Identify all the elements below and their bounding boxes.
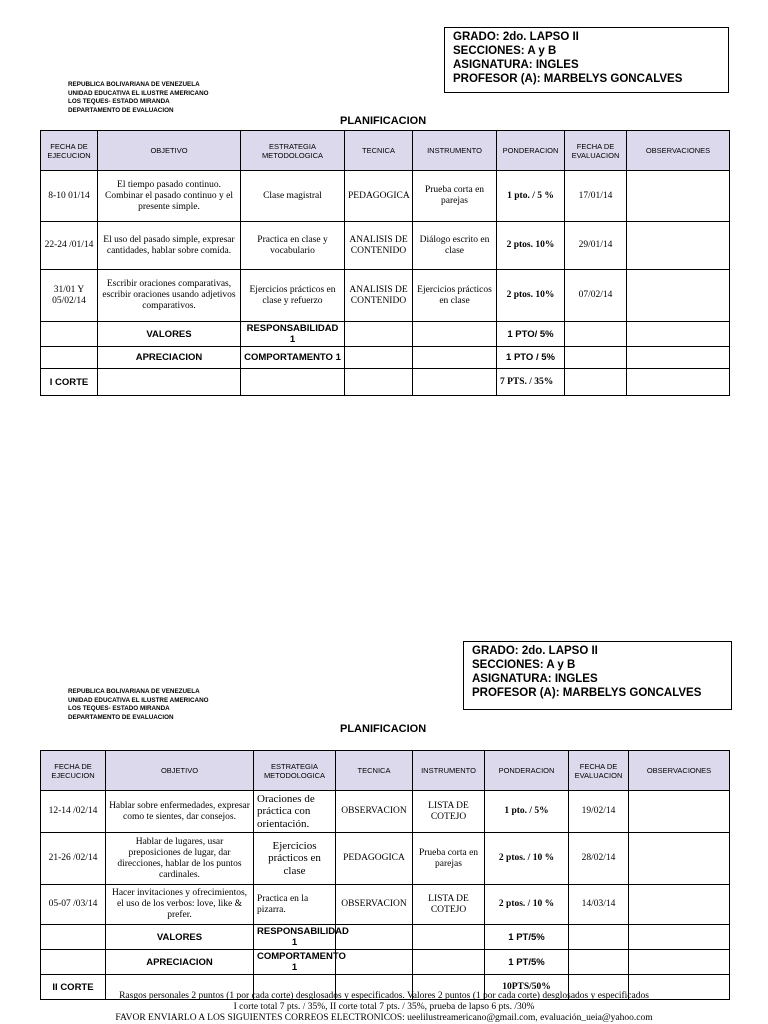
cell-ponderacion: 1 pto. / 5 % xyxy=(497,171,565,222)
valores-label: VALORES xyxy=(98,322,241,347)
institution-line: REPUBLICA BOLIVARIANA DE VENEZUELA xyxy=(68,81,200,88)
col-header: OBJETIVO xyxy=(98,131,241,171)
table-row xyxy=(41,791,730,833)
col-header: OBSERVACIONES xyxy=(627,131,730,171)
cell-observaciones xyxy=(629,791,730,833)
cell-tecnica: PEDAGOGICA xyxy=(345,171,413,222)
table-row xyxy=(41,171,730,222)
plan-title: PLANIFICACION xyxy=(340,723,427,735)
cell-instrumento: Ejercicios prácticos en clase xyxy=(413,270,497,322)
col-header: FECHA DE EJECUCION xyxy=(41,751,106,791)
col-header: INSTRUMENTO xyxy=(413,751,485,791)
apreciacion-row xyxy=(41,950,730,975)
cell-observaciones xyxy=(627,222,730,270)
col-header: OBSERVACIONES xyxy=(629,751,730,791)
plan-table-1 xyxy=(40,130,730,396)
corte-ponderacion: 7 PTS. / 35% xyxy=(497,369,565,396)
apreciacion-row xyxy=(41,347,730,369)
header-row xyxy=(41,131,730,171)
apreciacion-label: APRECIACION xyxy=(106,950,254,975)
footer-note: Rasgos personales 2 puntos (1 por cada corte) desglosados y especificados. Valores 2 puntos (1 por cada corte) desglosados y especificados xyxy=(119,991,649,1001)
col-header: INSTRUMENTO xyxy=(413,131,497,171)
valores-estrategia: RESPONSABILIDAD 1 xyxy=(241,322,345,347)
institution-block xyxy=(68,81,209,115)
apreciacion-estrategia: COMPORTAMENTO 1 xyxy=(254,950,336,975)
corte-label: II CORTE xyxy=(41,975,106,1000)
profesor-line: PROFESOR (A): MARBELYS GONCALVES xyxy=(453,73,683,85)
cell-estrategia: Clase magistral xyxy=(241,171,345,222)
apreciacion-estrategia: COMPORTAMENTO 1 xyxy=(241,347,345,369)
col-header: FECHA DE EVALUACION xyxy=(569,751,629,791)
corte-label: I CORTE xyxy=(41,369,98,396)
cell-fecha-eval: 19/02/14 xyxy=(569,791,629,833)
apreciacion-ponderacion: 1 PT/5% xyxy=(485,950,569,975)
cell-objetivo: Hacer invitaciones y ofrecimientos, el uso de los verbos: love, like & prefer. xyxy=(106,885,254,925)
cell-observaciones xyxy=(627,270,730,322)
col-header: PONDERACION xyxy=(497,131,565,171)
cell-fecha: 22-24 /01/14 xyxy=(41,222,98,270)
cell-objetivo: Hablar de lugares, usar preposiciones de lugar, dar direcciones, hablar de los puntos cardinales. xyxy=(106,833,254,885)
col-header: ESTRATEGIA METODOLOGICA xyxy=(241,131,345,171)
cell-fecha-eval: 29/01/14 xyxy=(565,222,627,270)
valores-label: VALORES xyxy=(106,925,254,950)
cell-tecnica: OBSERVACION xyxy=(336,791,413,833)
col-header: ESTRATEGIA METODOLOGICA xyxy=(254,751,336,791)
cell-objetivo: Escribir oraciones comparativas, escribir oraciones usando adjetivos comparativos. xyxy=(98,270,241,322)
cell-instrumento: LISTA DE COTEJO xyxy=(413,791,485,833)
cell-tecnica: ANALISIS DE CONTENIDO xyxy=(345,270,413,322)
cell-ponderacion: 2 ptos. 10% xyxy=(497,222,565,270)
institution-line: UNIDAD EDUCATIVA EL ILUSTRE AMERICANO xyxy=(68,696,209,704)
valores-estrategia: RESPONSABILIDAD 1 xyxy=(254,925,336,950)
valores-row xyxy=(41,322,730,347)
valores-row xyxy=(41,925,730,950)
table-row xyxy=(41,270,730,322)
grado-line: GRADO: 2do. LAPSO II xyxy=(453,31,579,43)
secciones-line: SECCIONES: A y B xyxy=(472,659,576,671)
cell-fecha-eval: 17/01/14 xyxy=(565,171,627,222)
cell-fecha-eval: 28/02/14 xyxy=(569,833,629,885)
cell-estrategia: Ejercicios prácticos en clase y refuerzo xyxy=(241,270,345,322)
cell-ponderacion: 2 ptos. / 10 % xyxy=(485,885,569,925)
table-row xyxy=(41,222,730,270)
cell-ponderacion: 1 pto. / 5% xyxy=(485,791,569,833)
plan-table-2 xyxy=(40,750,730,1000)
cell-tecnica: PEDAGOGICA xyxy=(336,833,413,885)
institution-line: LOS TEQUES- ESTADO MIRANDA xyxy=(68,705,170,713)
cell-observaciones xyxy=(627,171,730,222)
cell-estrategia: Oraciones de práctica con orientación. xyxy=(254,791,336,833)
col-header: TECNICA xyxy=(336,751,413,791)
corte-row xyxy=(41,369,730,396)
cell-fecha-eval: 14/03/14 xyxy=(569,885,629,925)
col-header: PONDERACION xyxy=(485,751,569,791)
header-info-box xyxy=(444,27,729,93)
institution-line: DEPARTAMENTO DE EVALUACION xyxy=(68,713,174,721)
apreciacion-label: APRECIACION xyxy=(98,347,241,369)
col-header: FECHA DE EJECUCION xyxy=(41,131,98,171)
cell-instrumento: Diálogo escrito en clase xyxy=(413,222,497,270)
table-row xyxy=(41,833,730,885)
cell-fecha: 12-14 /02/14 xyxy=(41,791,106,833)
cell-instrumento: LISTA DE COTEJO xyxy=(413,885,485,925)
institution-line: DEPARTAMENTO DE EVALUACION xyxy=(68,106,174,114)
cell-objetivo: El tiempo pasado continuo. Combinar el pasado continuo y el presente simple. xyxy=(98,171,241,222)
asignatura-line: ASIGNATURA: INGLES xyxy=(453,59,579,71)
footer-note: I corte total 7 pts. / 35%, II corte total 7 pts. / 35%, prueba de lapso 6 pts. /30% xyxy=(233,1002,535,1012)
institution-line: LOS TEQUES- ESTADO MIRANDA xyxy=(68,98,170,106)
cell-observaciones xyxy=(629,833,730,885)
cell-observaciones xyxy=(629,885,730,925)
asignatura-line: ASIGNATURA: INGLES xyxy=(472,673,598,685)
table-row xyxy=(41,885,730,925)
cell-instrumento: Prueba corta en parejas xyxy=(413,833,485,885)
cell-fecha: 21-26 /02/14 xyxy=(41,833,106,885)
institution-line: UNIDAD EDUCATIVA EL ILUSTRE AMERICANO xyxy=(68,89,209,97)
apreciacion-ponderacion: 1 PTO / 5% xyxy=(497,347,565,369)
secciones-line: SECCIONES: A y B xyxy=(453,45,557,57)
corte-ponderacion: 10PTS/50% xyxy=(485,975,569,1000)
cell-instrumento: Prueba corta en parejas xyxy=(413,171,497,222)
col-header: OBJETIVO xyxy=(106,751,254,791)
cell-fecha-eval: 07/02/14 xyxy=(565,270,627,322)
cell-objetivo: El uso del pasado simple, expresar cantidades, hablar sobre comida. xyxy=(98,222,241,270)
cell-fecha: 05-07 /03/14 xyxy=(41,885,106,925)
valores-ponderacion: 1 PTO/ 5% xyxy=(497,322,565,347)
valores-ponderacion: 1 PT/5% xyxy=(485,925,569,950)
plan-title: PLANIFICACION xyxy=(340,115,427,127)
grado-line: GRADO: 2do. LAPSO II xyxy=(472,645,598,657)
col-header: FECHA DE EVALUACION xyxy=(565,131,627,171)
cell-ponderacion: 2 ptos. 10% xyxy=(497,270,565,322)
cell-tecnica: OBSERVACION xyxy=(336,885,413,925)
cell-estrategia: Practica en la pizarra. xyxy=(254,885,336,925)
cell-ponderacion: 2 ptos. / 10 % xyxy=(485,833,569,885)
cell-fecha: 8-10 01/14 xyxy=(41,171,98,222)
institution-line: REPUBLICA BOLIVARIANA DE VENEZUELA xyxy=(68,688,200,695)
col-header: TECNICA xyxy=(345,131,413,171)
header-info-box xyxy=(463,641,732,710)
cell-estrategia: Ejercicios prácticos en clase xyxy=(254,833,336,885)
header-row xyxy=(41,751,730,791)
cell-tecnica: ANALISIS DE CONTENIDO xyxy=(345,222,413,270)
cell-objetivo: Hablar sobre enfermedades, expresar como te sientes, dar consejos. xyxy=(106,791,254,833)
institution-block xyxy=(68,688,209,722)
footer-email-note: FAVOR ENVIARLO A LOS SIGUIENTES CORREOS ELECTRONICOS: ueelilustreamericano@gmail.com, evaluación_ueia@yahoo.com xyxy=(115,1013,653,1023)
cell-estrategia: Practica en clase y vocabulario xyxy=(241,222,345,270)
profesor-line: PROFESOR (A): MARBELYS GONCALVES xyxy=(472,687,702,699)
cell-fecha: 31/01 Y 05/02/14 xyxy=(41,270,98,322)
